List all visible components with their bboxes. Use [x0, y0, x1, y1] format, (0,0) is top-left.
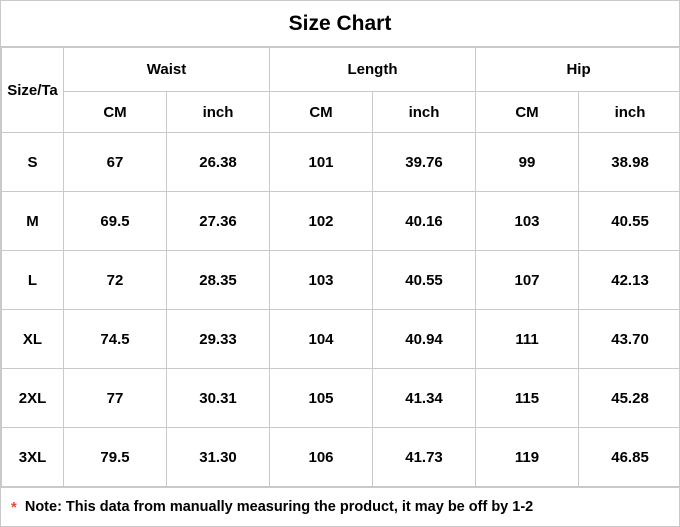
- cell-hip-inch: 42.13: [579, 251, 680, 310]
- cell-waist-inch: 31.30: [167, 428, 270, 487]
- cell-length-cm: 101: [270, 133, 373, 192]
- unit-header-row: [2, 92, 680, 133]
- cell-waist-inch: 26.38: [167, 133, 270, 192]
- row-size-label: 3XL: [2, 428, 64, 487]
- cell-hip-cm: 111: [476, 310, 579, 369]
- cell-waist-cm: 79.5: [64, 428, 167, 487]
- unit-header-hip-cm: CM: [476, 92, 579, 133]
- unit-header-length-inch: inch: [373, 92, 476, 133]
- unit-header-length-cm: CM: [270, 92, 373, 133]
- row-size-label: S: [2, 133, 64, 192]
- cell-hip-inch: 45.28: [579, 369, 680, 428]
- cell-length-cm: 106: [270, 428, 373, 487]
- group-header-length: Length: [270, 48, 476, 92]
- cell-length-cm: 103: [270, 251, 373, 310]
- row-size-label: 2XL: [2, 369, 64, 428]
- cell-waist-cm: 72: [64, 251, 167, 310]
- cell-waist-inch: 27.36: [167, 192, 270, 251]
- cell-length-cm: 105: [270, 369, 373, 428]
- cell-waist-cm: 74.5: [64, 310, 167, 369]
- cell-length-inch: 41.34: [373, 369, 476, 428]
- note-row: [1, 487, 679, 526]
- cell-hip-cm: 107: [476, 251, 579, 310]
- cell-length-inch: 40.55: [373, 251, 476, 310]
- cell-waist-cm: 77: [64, 369, 167, 428]
- row-size-label: XL: [2, 310, 64, 369]
- table-row: [2, 310, 680, 369]
- note-text: Note: This data from manually measuring the product, it may be off by 1-2: [24, 499, 534, 515]
- group-header-row: [2, 48, 680, 92]
- table-row: [2, 369, 680, 428]
- cell-waist-inch: 29.33: [167, 310, 270, 369]
- group-header-hip: Hip: [476, 48, 680, 92]
- cell-waist-inch: 30.31: [167, 369, 270, 428]
- unit-header-waist-cm: CM: [64, 92, 167, 133]
- size-chart-table: [1, 47, 680, 487]
- cell-waist-inch: 28.35: [167, 251, 270, 310]
- row-size-label: L: [2, 251, 64, 310]
- unit-header-waist-inch: inch: [167, 92, 270, 133]
- cell-hip-cm: 119: [476, 428, 579, 487]
- cell-length-cm: 104: [270, 310, 373, 369]
- asterisk-icon: *: [11, 498, 17, 516]
- cell-length-inch: 40.94: [373, 310, 476, 369]
- table-row: [2, 192, 680, 251]
- table-row: [2, 133, 680, 192]
- cell-length-inch: 39.76: [373, 133, 476, 192]
- cell-hip-cm: 99: [476, 133, 579, 192]
- unit-header-hip-inch: inch: [579, 92, 680, 133]
- cell-length-inch: 40.16: [373, 192, 476, 251]
- size-column-header: Size/Ta: [2, 48, 64, 133]
- cell-waist-cm: 69.5: [64, 192, 167, 251]
- cell-hip-cm: 115: [476, 369, 579, 428]
- cell-length-inch: 41.73: [373, 428, 476, 487]
- row-size-label: M: [2, 192, 64, 251]
- chart-title: Size Chart: [1, 1, 679, 47]
- cell-hip-inch: 38.98: [579, 133, 680, 192]
- cell-hip-inch: 40.55: [579, 192, 680, 251]
- cell-hip-inch: 43.70: [579, 310, 680, 369]
- table-row: [2, 251, 680, 310]
- cell-waist-cm: 67: [64, 133, 167, 192]
- table-row: [2, 428, 680, 487]
- group-header-waist: Waist: [64, 48, 270, 92]
- cell-hip-cm: 103: [476, 192, 579, 251]
- cell-hip-inch: 46.85: [579, 428, 680, 487]
- cell-length-cm: 102: [270, 192, 373, 251]
